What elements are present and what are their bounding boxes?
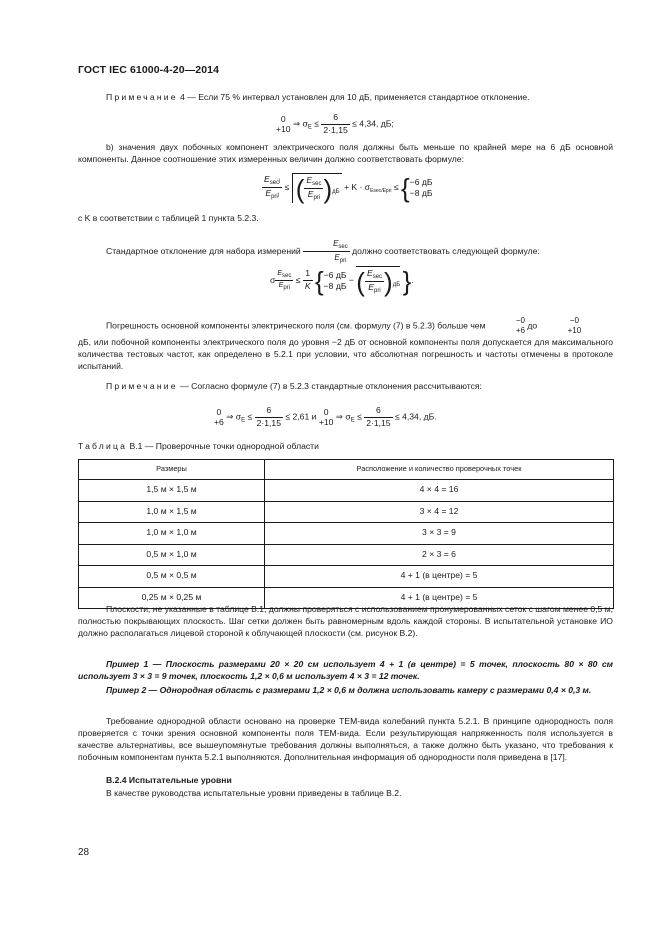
note-1 [78,92,613,104]
formula-std-deviation: σ $\frac{Esec}{\text{Epri}}$ ≤ $\frac{1}{K}$ { −6 дБ −8 дБ − ( $\frac{E_{sec}}{E_{pri}}$ )$_{дБ}$ }. [270,265,414,297]
fraction: $\frac{6}{2\cdot 1,15}$ [323,112,348,135]
note-text: 4 — Если 75 % интервал установлен для 10 дБ, применяется стандартное отклонение. [180,92,530,102]
formula-secondary-components: $\frac{E_{sec}j}{E_{pri}j}$ ≤ ( $\frac{E_{sec}}{E_{pri}}$ )$_{дБ} + K \cdot \sigma_{Esec/Epri}$ ≤ { −6 дБ −8 дБ [264,172,433,204]
planes-paragraph: Плоскости, не указанные в таблице В.1, должны проверяться с использованием пронумерованных сеток с шагом менее 0,5 м, полностью покрывающих плоскость. Шаг сетки должен быть равномерным вдоль каждой стороны. В испытательной установке ИО должно располагаться лицевой стороной к облучающей плоскости (см. рисунок В.2). [78,604,613,638]
k-reference-line: с K в соответствии с таблицей 1 пункта 5.2.3. [78,213,259,223]
table-header-row [79,460,614,480]
test-points-table [78,459,614,609]
section-heading: В.2.4 Испытательные уровни [106,775,232,785]
paragraph-b: b) значения двух побочных компонент электрического поля должны быть меньше по крайней мере на 6 дБ основной компоненты. Данное соотношение этих измеренных величин должно соответствовать формуле: [78,142,613,164]
table-caption: Таблица В.1 — Проверочные точки однородной области [78,441,319,451]
example-2: Пример 2 — Однородная область с размерами 1,2 × 0,6 м должна использовать камеру с размерами 0,4 × 0,3 м. [106,685,592,695]
table-row: 0,25 м × 0,25 м 4 + 1 (в центре) = 5 [79,587,614,609]
std-deviation-line: Стандартное отклонение для набора измерений $\frac{E_{sec}}{E_{pri}}$ должно соответствовать следующей формуле: [106,239,540,265]
formula-sigma-10db: 0 +10 ⇒ $\sigma_E$ ≤ $\frac{6}{2\cdot 1,15}$ ≤ 4,34, дБ; [276,112,394,135]
column-header: Размеры [79,460,265,480]
range-stack: 0 +10 [276,113,291,135]
table-row: 0,5 м × 0,5 м 4 + 1 (в центре) = 5 [79,566,614,588]
example-1: Пример 1 — Плоскость размерами 20 × 20 см использует 4 + 1 (в центре) = 5 точек, плоскость 80 × 80 см использует 3 × 3 = 9 точек, плоскость 1,2 × 0,6 м использует 4 × 3 = 12 точек. [78,659,613,681]
note-label: Примечание [106,92,178,102]
page-header-title: ГОСТ IEC 61000-4-20—2014 [78,64,220,76]
column-header: Расположение и количество проверочных точек [265,460,614,480]
accuracy-line: Погрешность основной компоненты электрического поля (см. формулу (7) в 5.2.3) больше чем −0 +6 до −0 +10 [106,316,582,335]
section-text: В качестве руководства испытательные уровни приведены в таблице В.2. [106,788,402,798]
table-row: 0,5 м × 1,0 м 2 × 3 = 6 [79,544,614,566]
formula-std-deviations: 0 +6 ⇒ $\sigma_E$ ≤ $\frac{6}{2\cdot 1,15}$ ≤ 2,61 и 0 +10 ⇒ $\sigma_E$ ≤ $\frac{6}{2\cdot 1,15}$ ≤ 4,34, дБ. [214,405,437,428]
page-number: 28 [78,847,90,858]
note-2: Примечание — Согласно формуле (7) в 5.2.3 стандартные отклонения рассчитываются: [106,381,482,391]
accuracy-paragraph: дБ, или побочной компоненты электрического поля до уровня −2 дБ от основной компоненты поля допускается для максимального количества тестовых частот, как определено в 5.2.1 при условии, что абсолютная погрешность и частоты отмечены в протоколе испытаний. [78,337,613,371]
requirement-paragraph: Требование однородной области основано на проверке ТЕМ-вида колебаний пункта 5.2.1. В принципе однородность поля проверяется с точки зрения основной компоненты поля ТЕМ-вида. Если результирующая напряженность поля используется в качестве альтернативы, все вышеупомянутые требования должны выполняться, а также должно быть указано, что требования к побочным компонентам пункта 5.2.1 выполняются. Дополнительная информация об однородности поля приведена в [17]. [78,716,613,762]
table-row: 1,0 м × 1,0 м 3 × 3 = 9 [79,523,614,545]
table-row: 1,5 м × 1,5 м 4 × 4 = 16 [79,480,614,502]
table-row: 1,0 м × 1,5 м 3 × 4 = 12 [79,501,614,523]
